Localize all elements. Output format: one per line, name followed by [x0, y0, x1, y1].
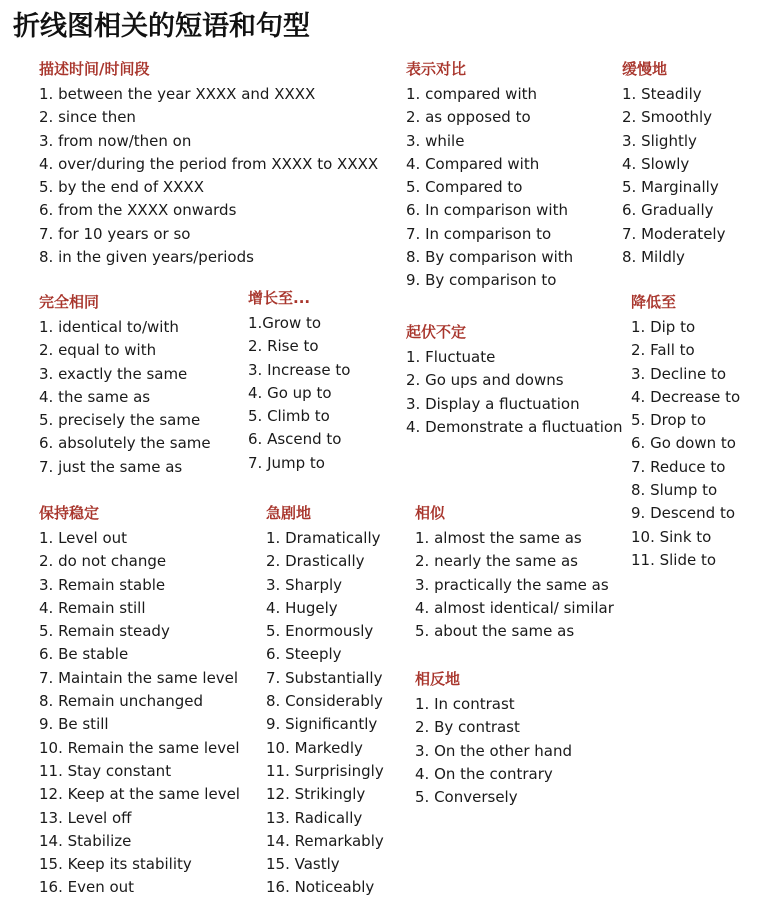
section-heading: 急剧地 — [266, 504, 312, 522]
phrase-item: 4. Decrease to — [631, 387, 741, 406]
section-contrary — [415, 668, 572, 809]
phrase-item: 13. Level off — [39, 808, 132, 827]
phrase-item: 6. Go down to — [631, 434, 736, 453]
phrase-item: 2. Smoothly — [622, 108, 712, 127]
phrase-item: 4. Hugely — [266, 598, 338, 617]
section-heading: 增长至... — [248, 289, 311, 307]
section-fall-to — [631, 291, 740, 572]
phrase-item: 10. Remain the same level — [39, 738, 240, 757]
phrase-item: 3. Display a fluctuation — [406, 394, 580, 413]
phrase-item: 7. Substantially — [266, 668, 383, 687]
phrase-item: 4. Demonstrate a fluctuation — [406, 417, 623, 436]
phrase-item: 7. Maintain the same level — [39, 668, 239, 687]
phrase-item: 6. Gradually — [622, 201, 714, 220]
phrase-list — [39, 316, 211, 479]
phrase-list — [406, 346, 623, 439]
phrase-item: 11. Slide to — [631, 550, 717, 569]
section-slowly — [622, 58, 725, 269]
phrase-item: 2. nearly the same as — [415, 552, 578, 571]
phrase-item: 1. compared with — [406, 85, 538, 103]
phrase-list — [39, 83, 378, 269]
phrase-item: 6. absolutely the same — [39, 434, 211, 453]
phrase-item: 2. Go ups and downs — [406, 371, 564, 390]
section-heading: 起伏不定 — [406, 323, 467, 341]
phrase-item: 4. almost identical/ similar — [415, 598, 614, 617]
phrase-item: 3. while — [406, 131, 465, 150]
phrase-list — [415, 693, 572, 809]
phrase-item: 9. By comparison to — [406, 271, 557, 290]
phrase-item: 3. Increase to — [248, 360, 351, 379]
phrase-item: 1. between the year XXXX and XXXX — [39, 85, 316, 103]
phrase-item: 1. Level out — [39, 529, 128, 547]
phrase-list — [266, 527, 384, 900]
section-fluctuate — [406, 321, 623, 439]
phrase-item: 1. Dramatically — [266, 529, 381, 547]
phrase-item: 2. By contrast — [415, 718, 520, 737]
phrase-item: 3. Remain stable — [39, 575, 166, 594]
phrase-item: 6. Steeply — [266, 645, 342, 664]
phrase-item: 6. from the XXXX onwards — [39, 201, 237, 220]
phrase-item: 9. Descend to — [631, 504, 736, 523]
phrase-list — [248, 312, 350, 475]
phrase-item: 5. Compared to — [406, 178, 523, 197]
phrase-item: 2. do not change — [39, 552, 167, 571]
phrase-item: 9. Be still — [39, 715, 109, 734]
phrase-item: 16. Noticeably — [266, 878, 375, 897]
phrase-item: 3. Slightly — [622, 131, 697, 150]
phrase-item: 8. Remain unchanged — [39, 692, 204, 711]
phrase-item: 4. Compared with — [406, 154, 540, 173]
phrase-item: 8. By comparison with — [406, 248, 574, 267]
phrase-item: 1. identical to/with — [39, 318, 179, 336]
phrase-item: 1. Dip to — [631, 318, 696, 336]
phrase-item: 11. Stay constant — [39, 761, 172, 780]
phrase-item: 10. Markedly — [266, 738, 363, 757]
phrase-item: 3. Decline to — [631, 364, 727, 383]
phrase-item: 5. Drop to — [631, 411, 706, 430]
phrase-item: 15. Keep its stability — [39, 855, 192, 874]
phrase-item: 12. Strikingly — [266, 785, 366, 804]
section-grow-to — [248, 287, 350, 475]
section-sharply — [266, 502, 384, 900]
phrase-item: 10. Sink to — [631, 527, 712, 546]
phrase-item: 7. In comparison to — [406, 224, 552, 243]
phrase-list — [406, 83, 573, 293]
phrase-item: 13. Radically — [266, 808, 363, 827]
phrase-item: 7. for 10 years or so — [39, 224, 191, 243]
phrase-item: 8. Considerably — [266, 692, 383, 711]
phrase-item: 2. as opposed to — [406, 108, 531, 127]
phrase-item: 6. Be stable — [39, 645, 129, 664]
phrase-item: 4. over/during the period from XXXX to XXXX — [39, 154, 379, 173]
section-heading: 完全相同 — [39, 293, 100, 311]
section-heading: 降低至 — [631, 293, 677, 311]
section-heading: 缓慢地 — [622, 60, 668, 78]
section-stable — [39, 502, 240, 900]
section-heading: 描述时间/时间段 — [39, 60, 150, 78]
phrase-item: 5. by the end of XXXX — [39, 178, 204, 197]
phrase-item: 6. In comparison with — [406, 201, 568, 220]
phrase-list — [631, 316, 740, 572]
phrase-item: 5. Remain steady — [39, 622, 170, 641]
phrase-item: 5. Climb to — [248, 407, 330, 426]
section-comparison — [406, 58, 573, 293]
phrase-item: 5. precisely the same — [39, 411, 201, 430]
phrase-item: 3. exactly the same — [39, 364, 188, 383]
phrase-item: 8. Slump to — [631, 481, 718, 500]
phrase-item: 7. Reduce to — [631, 457, 726, 476]
section-heading: 相似 — [415, 504, 446, 522]
section-heading: 表示对比 — [406, 60, 467, 78]
section-heading: 相反地 — [415, 670, 461, 688]
phrase-item: 1. Steadily — [622, 85, 702, 103]
phrase-item: 3. On the other hand — [415, 741, 573, 760]
phrase-item: 11. Surprisingly — [266, 761, 384, 780]
section-identical — [39, 291, 211, 479]
phrase-list — [415, 527, 614, 643]
phrase-item: 2. Fall to — [631, 341, 695, 360]
phrase-item: 1. In contrast — [415, 695, 515, 713]
phrase-item: 8. in the given years/periods — [39, 248, 254, 267]
phrase-item: 5. Enormously — [266, 622, 374, 641]
phrase-item: 1.Grow to — [248, 314, 322, 332]
phrase-item: 16. Even out — [39, 878, 135, 897]
phrase-item: 3. practically the same as — [415, 575, 609, 594]
section-time-phrases — [39, 58, 378, 269]
phrase-item: 4. Remain still — [39, 598, 146, 617]
phrase-list — [622, 83, 725, 269]
phrase-item: 8. Mildly — [622, 248, 685, 267]
phrase-item: 4. Slowly — [622, 154, 690, 173]
phrase-item: 1. almost the same as — [415, 529, 582, 547]
section-heading: 保持稳定 — [39, 504, 100, 522]
phrase-item: 15. Vastly — [266, 855, 340, 874]
phrase-item: 6. Ascend to — [248, 430, 342, 449]
section-similar — [415, 502, 614, 643]
phrase-item: 7. Moderately — [622, 224, 726, 243]
phrase-item: 7. just the same as — [39, 457, 183, 476]
phrase-item: 9. Significantly — [266, 715, 378, 734]
phrase-item: 3. from now/then on — [39, 131, 192, 150]
phrase-item: 3. Sharply — [266, 575, 343, 594]
phrase-list — [39, 527, 240, 900]
page-title: 折线图相关的短语和句型 — [13, 11, 310, 42]
phrase-item: 14. Remarkably — [266, 831, 384, 850]
phrase-item: 12. Keep at the same level — [39, 785, 240, 804]
phrase-item: 4. On the contrary — [415, 764, 553, 783]
phrase-item: 5. Conversely — [415, 788, 518, 807]
phrase-item: 4. Go up to — [248, 383, 332, 402]
phrase-item: 1. Fluctuate — [406, 348, 496, 366]
phrase-item: 2. since then — [39, 108, 136, 127]
phrase-item: 2. equal to with — [39, 341, 157, 360]
phrase-item: 14. Stabilize — [39, 831, 132, 850]
phrase-item: 4. the same as — [39, 387, 151, 406]
phrase-item: 7. Jump to — [248, 453, 325, 472]
phrase-item: 2. Rise to — [248, 337, 319, 356]
phrase-item: 5. Marginally — [622, 178, 719, 197]
phrase-item: 2. Drastically — [266, 552, 365, 571]
phrase-item: 5. about the same as — [415, 622, 575, 641]
